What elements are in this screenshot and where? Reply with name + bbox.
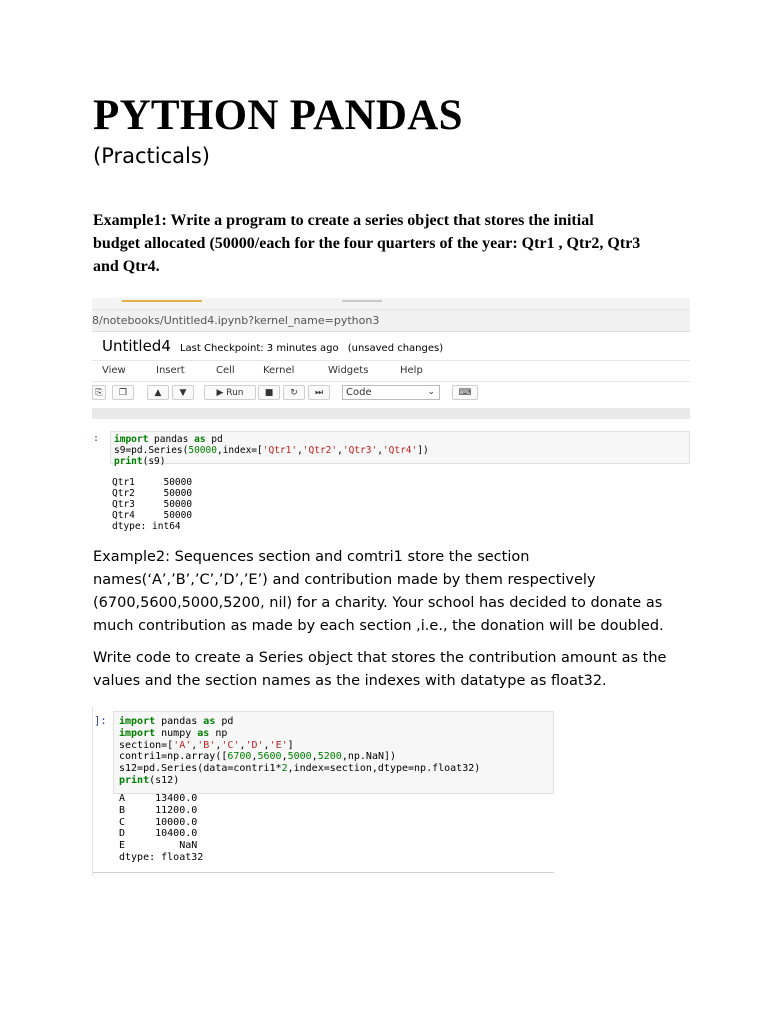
copy-icon: ❐ [112,385,134,400]
code-input: import pandas as pd import numpy as np section=['A','B','C','D','E'] contri1=np.array([6700,5600,5000,5200,np.NaN]) s12=pd.Series(data=contri1*2,index=section,dtype=np.float32) print(s12) [119,716,481,786]
example2-line: names(‘A’,’B’,’C’,’D’,’E’) and contribution made by them respectively [93,572,596,588]
code-cell [110,431,690,467]
url-bar: 8/notebooks/Untitled4.ipynb?kernel_name=python3 [92,310,690,332]
notebook-name: Untitled4 [102,337,171,355]
example1-text [93,209,653,278]
example2-line: much contribution as made by each section ,i.e., the donation will be doubled. [93,618,664,634]
restart-icon: ↻ [283,385,305,400]
checkpoint-status: Last Checkpoint: 3 minutes ago [179,343,339,354]
cell-type-value: Code [346,387,372,398]
cell-prompt: ]: [94,715,107,727]
example2-line: values and the section names as the indexes with datatype as float32. [93,673,607,689]
save-icon: ⎘ [92,385,106,400]
menu-insert: Insert [156,365,185,376]
example1-line: and Qtr4. [93,258,160,275]
notebook-divider [92,408,690,419]
document-subtitle: (Practicals) [93,144,210,168]
menu-kernel: Kernel [263,365,295,376]
chevron-down-icon: ⌄ [427,387,435,397]
jupyter-screenshot-2 [92,706,554,876]
example1-line: budget allocated (50000/each for the four quarters of the year: Qtr1 , Qtr2, Qtr3 [93,235,641,252]
stop-icon: ■ [258,385,280,400]
notebook-header [102,336,443,355]
cell-output: Qtr1 50000 Qtr2 50000 Qtr3 50000 Qtr4 50000 dtype: int64 [112,477,193,532]
example2-line: Example2: Sequences section and comtri1 store the section [93,549,530,565]
keyboard-icon: ⌨ [452,385,478,400]
cell-divider [93,872,554,873]
tab-indicator [342,300,382,302]
menu-help: Help [400,365,423,376]
move-down-icon: ▼ [172,385,194,400]
example2-line: (6700,5600,5000,5200, nil) for a charity. Your school has decided to donate as [93,595,663,611]
menu-widgets: Widgets [328,365,369,376]
example2-line: Write code to create a Series object that stores the contribution amount as the [93,650,667,666]
code-input: import pandas as pd s9=pd.Series(50000,index=['Qtr1','Qtr2','Qtr3','Qtr4']) print(s9) [114,434,429,467]
menu-cell: Cell [216,365,235,376]
run-button: ▶ Run [204,385,256,400]
jupyter-screenshot-1 [92,298,690,540]
cell-type-select [342,385,440,400]
unsaved-status: (unsaved changes) [347,343,444,354]
example1-line: Example1: Write a program to create a series object that stores the initial [93,212,594,229]
browser-tab-strip [92,298,690,310]
cell-prompt: : [93,433,100,444]
tab-indicator [122,300,202,302]
notebook-toolbar [92,383,690,405]
document-title: PYTHON PANDAS [93,92,463,139]
notebook-menubar [92,360,690,382]
code-cell [113,711,554,794]
fast-forward-icon: ⏭ [308,385,330,400]
cell-output: A 13400.0 B 11200.0 C 10000.0 D 10400.0 E NaN dtype: float32 [119,793,204,863]
move-up-icon: ▲ [147,385,169,400]
example2-text [93,546,693,693]
menu-view: View [102,365,126,376]
